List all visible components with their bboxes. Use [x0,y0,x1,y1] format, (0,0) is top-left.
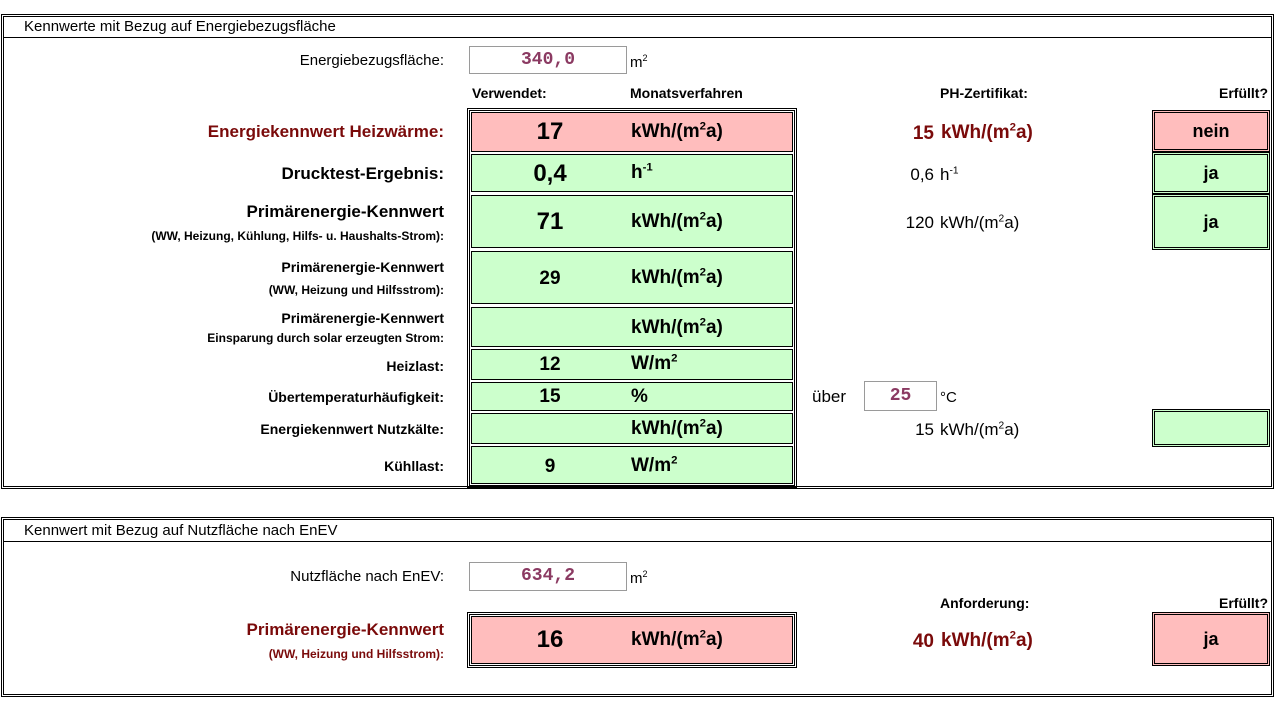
primary-energy-fulfilled: ja [1152,194,1270,250]
primary-energy-unit: kWh/$(m^2a)$ [631,210,723,232]
section2-title: Kennwert mit Bezug auf Nutzfläche nach EnEV [24,522,338,539]
primary-energy-sublabel: (WW, Heizung, Kühlung, Hilfs- u. Haushalts-Strom): [151,229,444,243]
header-used: Verwendet: [472,85,547,101]
heat-demand-cert-unit: kWh/$(m^2a)$ [941,121,1033,143]
enev-requirement-unit: kWh/$(m^2a)$ [941,629,1033,651]
pressure-test-label: Drucktest-Ergebnis: [281,164,444,183]
primary-energy-3-label: Primärenergie-Kennwert [281,310,444,326]
primary-energy-2-unit: kWh/$(m^2a)$ [631,266,723,288]
enev-area-label: Nutzfläche nach EnEV: [290,568,444,585]
ebf-label: Energiebezugsfläche: [299,52,444,69]
cooling-demand-unit: kWh/$(m^2a)$ [631,417,723,439]
pressure-test-cert-unit: $h^{-1}$ [940,165,959,184]
primary-energy-2-sublabel: (WW, Heizung und Hilfsstrom): [268,283,444,297]
overheating-threshold-unit: °C [940,389,957,406]
header-fulfilled-2: Erfüllt? [1219,595,1268,611]
primary-energy-3-unit: kWh/$(m^2a)$ [631,316,723,338]
overheating-value: 15 [539,386,561,407]
enev-area-unit: $m^2$ [630,569,648,587]
enev-primary-sublabel: (WW, Heizung und Hilfsstrom): [268,647,444,661]
primary-energy-cert-unit: kWh/$(m^2a)$ [940,213,1020,232]
cooling-demand-label: Energiekennwert Nutzkälte: [260,421,444,437]
enev-primary-unit: kWh/$(m^2a)$ [631,628,723,650]
overheating-over-label: über [812,387,847,406]
cooling-demand-fulfilled [1152,409,1270,447]
pressure-test-cert-value: 0,6 [910,165,934,184]
primary-energy-3-sublabel: Einsparung durch solar erzeugten Strom: [207,331,444,345]
section2-title-divider [4,541,1271,542]
primary-energy-2-value: 29 [539,268,561,289]
primary-energy-value: 71 [536,208,564,235]
cooling-load-value: 9 [544,456,556,477]
enev-requirement-value: 40 [912,631,934,652]
overheating-unit: % [631,386,648,407]
heat-demand-label: Energiekennwert Heizwärme: [207,122,444,141]
section-enev-area [1,517,1274,697]
overheating-threshold-input[interactable]: 25 [864,381,937,411]
primary-energy-2-label: Primärenergie-Kennwert [281,259,444,275]
header-requirement: Anforderung: [940,595,1030,611]
pressure-test-fulfilled: ja [1152,152,1270,194]
header-method: Monatsverfahren [630,85,743,101]
pressure-test-value: 0,4 [533,160,567,187]
header-cert: PH-Zertifikat: [940,85,1028,101]
heating-load-unit: $W/m^2$ [631,352,678,374]
cooling-demand-cert-unit: kWh/$(m^2a)$ [940,420,1020,439]
pressure-test-unit: $h^{-1}$ [631,161,653,183]
cooling-load-label: Kühllast: [384,458,444,474]
enev-primary-label: Primärenergie-Kennwert [246,620,444,639]
cooling-load-unit: $W/m^2$ [631,454,678,476]
enev-primary-value: 16 [536,626,564,653]
ebf-input[interactable]: 340,0 [469,46,627,74]
heat-demand-fulfilled: nein [1152,110,1270,152]
ebf-unit: $m^2$ [630,53,648,71]
heat-demand-unit: kWh/$(m^2a)$ [631,120,723,142]
heating-load-value: 12 [539,354,561,375]
section-title-divider [4,37,1271,38]
heat-demand-cert-value: 15 [912,123,934,144]
heating-load-label: Heizlast: [386,358,444,374]
cooling-demand-cert-value: 15 [915,420,934,439]
section-title: Kennwerte mit Bezug auf Energiebezugsfläche [24,18,336,35]
overheating-label: Übertemperaturhäufigkeit: [268,389,444,405]
primary-energy-cert-value: 120 [905,213,934,232]
enev-fulfilled: ja [1152,612,1270,666]
header-fulfilled: Erfüllt? [1219,85,1268,101]
heat-demand-value: 17 [536,118,564,145]
primary-energy-label: Primärenergie-Kennwert [246,202,444,221]
enev-area-input[interactable]: 634,2 [469,562,627,591]
